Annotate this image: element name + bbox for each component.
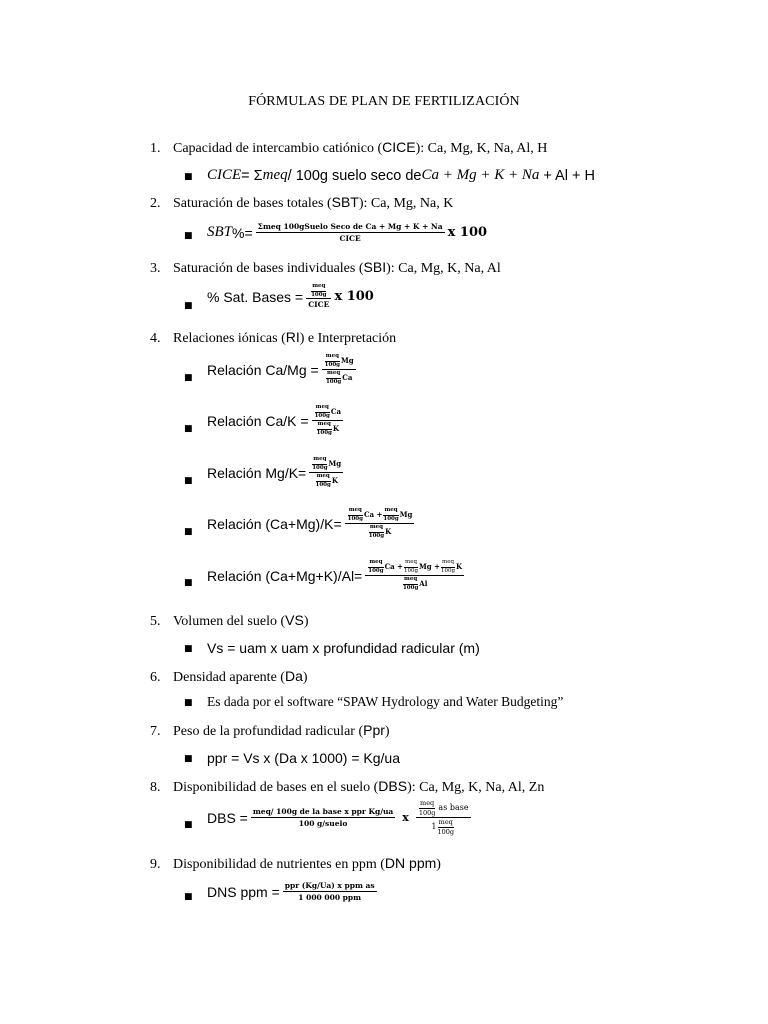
item-number: 4. [150,331,161,346]
fraction-denominator [313,473,340,488]
ion-symbol: K [456,562,463,571]
ion-symbol: Ca + [363,510,383,519]
item-number: 9. [150,857,161,872]
item-text: ): Ca, Mg, Na, K [358,196,454,211]
ion-symbol: Mg + [419,562,440,571]
formula-text: / 100g suelo seco de [287,167,422,184]
fraction [322,354,356,385]
mini-fraction [367,560,384,574]
mini-numerator: meq [441,560,455,568]
list-item-ppr [150,722,390,740]
fraction [345,508,415,539]
bullet-icon: ■ [184,172,193,182]
fraction [256,222,445,243]
item-number: 1. [150,141,161,156]
item-text: Capacidad de intercambio catiónico ( [173,141,383,156]
list-item-dbs [150,778,544,796]
bullet-icon: ■ [184,698,193,708]
item-abbr: DN ppm [384,855,437,871]
mini-denominator: 100g [440,567,456,574]
item-abbr: VS [285,612,304,628]
mini-denominator: 100g [312,464,328,471]
fraction-numerator [345,508,415,524]
fraction [416,800,471,835]
item-abbr: SBT [331,194,359,210]
item-text: Volumen del suelo ( [173,614,286,629]
mini-fraction [315,474,332,488]
item-text: Saturación de bases totales ( [173,196,332,211]
mini-fraction [440,560,456,574]
fraction [251,807,395,828]
formula-multiplier: x 100 [447,225,488,240]
mini-numerator: meq [312,457,327,465]
bullet-icon: ■ [184,301,193,311]
fraction-numerator: meq/ 100g de la base x ppr Kg/ua [252,807,394,816]
formula-label: DNS ppm = [207,883,280,900]
item-text: ) [436,857,441,872]
mini-fraction [347,508,364,522]
item-number: 5. [150,614,161,629]
item-text: ): Ca, Mg, K, Na, Al, H [415,141,548,156]
formula-camgk-al [207,560,467,591]
item-number: 3. [150,261,161,276]
formula-vs: Vs = uam x uam x profundidad radicular (m) [207,640,480,656]
item-text: ): Ca, Mg, K, Na, Al, Zn [407,780,545,795]
formula-label: % Sat. Bases = [207,288,304,305]
fraction-text: 1 [431,822,437,831]
mini-fraction [403,560,419,574]
mini-denominator: 100g [418,808,436,817]
mini-denominator: 100g [325,378,342,385]
fraction-denominator [323,370,354,385]
formula-label: Relación (Ca+Mg+K)/Al= [207,567,363,584]
mini-numerator: meq [317,422,332,430]
item-text: ) e Interpretación [299,331,397,346]
item-text: ) [303,614,309,629]
formula-label: Relación Mg/K= [207,464,307,481]
formula-text: + Al + H [543,167,595,184]
fraction-denominator [429,818,457,835]
mini-numerator: meq [438,818,453,826]
ion-symbol: Mg [399,510,413,519]
item-abbr: RI [285,329,300,345]
item-number: 2. [150,196,161,211]
formula-symbol: CICE [207,167,242,183]
formula-symbol: Ca + Mg + K + Na [421,167,540,183]
item-abbr: CICE [382,139,416,155]
mini-fraction [311,457,328,471]
mini-numerator: meq [383,508,398,516]
item-abbr: SBI [363,259,387,275]
ion-symbol: K [385,527,392,536]
mini-denominator: 100g [402,584,419,591]
fraction-denominator: CICE [308,300,330,309]
list-item-da [150,668,308,686]
formula-multiplier: x 100 [334,289,374,304]
item-text: Disponibilidad de nutrientes en ppm ( [173,857,385,872]
fraction-numerator: Σmeq 100gSuelo Seco de Ca + Mg + K + Na [257,222,443,231]
mini-fraction [316,422,333,436]
fraction-numerator [309,457,343,473]
mini-denominator: 100g [324,361,340,368]
list-item-dn-ppm [150,855,441,873]
formula-camg-k [207,508,417,539]
fraction-numerator [416,800,471,818]
bullet-icon: ■ [184,373,193,383]
bullet-icon: ■ [184,527,193,537]
formula-da: Es dada por el software “SPAW Hydrology and Water Budgeting” [207,694,564,709]
mini-numerator: meq [348,508,363,516]
fraction-denominator: 1 000 000 ppm [298,893,362,902]
ion-symbol: Ca + [384,562,403,571]
mini-denominator: 100g [437,827,455,836]
fraction-denominator [366,524,393,539]
item-text: Relaciones iónicas ( [173,331,286,346]
mini-fraction [310,284,327,298]
fraction [365,560,464,591]
mini-numerator: meq [403,577,418,585]
list-item-ri [150,329,396,347]
mini-denominator: 100g [383,515,399,522]
ion-symbol: Mg [341,356,354,365]
fraction-numerator [365,560,464,576]
item-number: 6. [150,670,161,685]
mini-fraction [325,371,342,385]
mini-numerator: meq [311,284,326,292]
item-number: 7. [150,724,161,739]
bullet-icon: ■ [184,754,193,764]
mini-denominator: 100g [347,515,363,522]
bullet-icon: ■ [184,424,193,434]
item-number: 8. [150,780,161,795]
bullet-icon: ■ [184,892,193,902]
mini-fraction [314,405,331,419]
item-text: ): Ca, Mg, K, Na, Al [386,261,501,276]
fraction [283,881,377,902]
bullet-icon: ■ [184,820,193,830]
fraction-numerator [312,405,343,421]
fraction [306,284,331,309]
mini-fraction [368,525,385,539]
mini-denominator: 100g [315,481,331,488]
formula-label: Relación (Ca+Mg)/K= [207,515,342,532]
mini-fraction [402,577,419,591]
item-abbr: Ppr [363,722,385,738]
mini-numerator: meq [316,474,331,482]
ion-symbol: K [332,424,339,433]
fraction-denominator [314,421,341,436]
fraction-numerator [322,354,356,370]
bullet-icon: ■ [184,476,193,486]
bullet-icon: ■ [184,644,193,654]
fraction-denominator: 100 g/suelo [298,819,348,828]
formula-ppr: ppr = Vs x (Da x 1000) = Kg/ua [207,750,400,766]
mini-fraction [324,354,341,368]
mini-denominator: 100g [311,291,327,298]
item-text: Saturación de bases individuales ( [173,261,364,276]
fraction-numerator [306,284,331,299]
mini-denominator: 100g [314,412,330,419]
formula-cice [207,167,595,184]
mini-denominator: 100g [368,567,384,574]
fraction-denominator [400,576,429,591]
mini-numerator: meq [325,354,340,362]
mini-numerator: meq [368,560,383,568]
fraction-numerator: ppr (Kg/Ua) x ppm as [284,881,375,890]
list-item-sbt [150,194,453,212]
mini-fraction [382,508,399,522]
fraction-text: as base [438,803,469,812]
mini-numerator: meq [326,371,341,379]
mini-numerator: meq [404,560,418,568]
mini-fraction [418,800,437,816]
item-text: Densidad aparente ( [173,670,285,685]
fraction-denominator: CICE [339,234,361,243]
formula-sat-bases [207,284,374,309]
formula-label: DBS = [207,809,248,826]
mini-fraction [436,819,455,835]
formula-ca-mg [207,354,359,385]
formula-operator: %= [232,224,253,241]
item-abbr: Da [284,668,303,684]
ion-symbol: Ca [342,373,353,382]
item-text: ) [384,724,390,739]
bullet-icon: ■ [184,578,193,588]
item-text: ) [302,670,308,685]
item-text: Disponibilidad de bases en el suelo ( [173,780,379,795]
formula-mg-k [207,457,346,488]
formula-label: Relación Ca/K = [207,412,309,429]
ion-symbol: K [331,476,338,485]
formula-operator: = Σ [241,167,263,184]
formula-sbt [207,222,487,243]
ion-symbol: Mg [328,459,342,468]
formula-dbs [207,800,474,835]
list-item-vs [150,612,308,630]
list-item-cice [150,139,547,157]
list-item-sbi [150,259,501,277]
mini-denominator: 100g [368,532,385,539]
formula-symbol: meq [262,167,288,183]
mini-denominator: 100g [404,567,419,574]
fraction [312,405,343,436]
mini-denominator: 100g [316,429,332,436]
fraction [309,457,343,488]
formula-multiplier: x [402,811,409,824]
page-title: FÓRMULAS DE PLAN DE FERTILIZACIÓN [248,94,520,109]
bullet-icon: ■ [184,231,193,241]
ion-symbol: Al [419,579,428,588]
item-text: Peso de la profundidad radicular ( [173,724,364,739]
formula-dns-ppm [207,881,380,902]
mini-numerator: meq [420,799,435,807]
mini-numerator: meq [369,525,384,533]
ion-symbol: Ca [330,407,341,416]
formula-ca-k [207,405,346,436]
item-abbr: DBS [378,778,408,794]
formula-symbol: SBT [207,224,233,240]
formula-label: Relación Ca/Mg = [207,361,319,378]
mini-numerator: meq [315,405,330,413]
